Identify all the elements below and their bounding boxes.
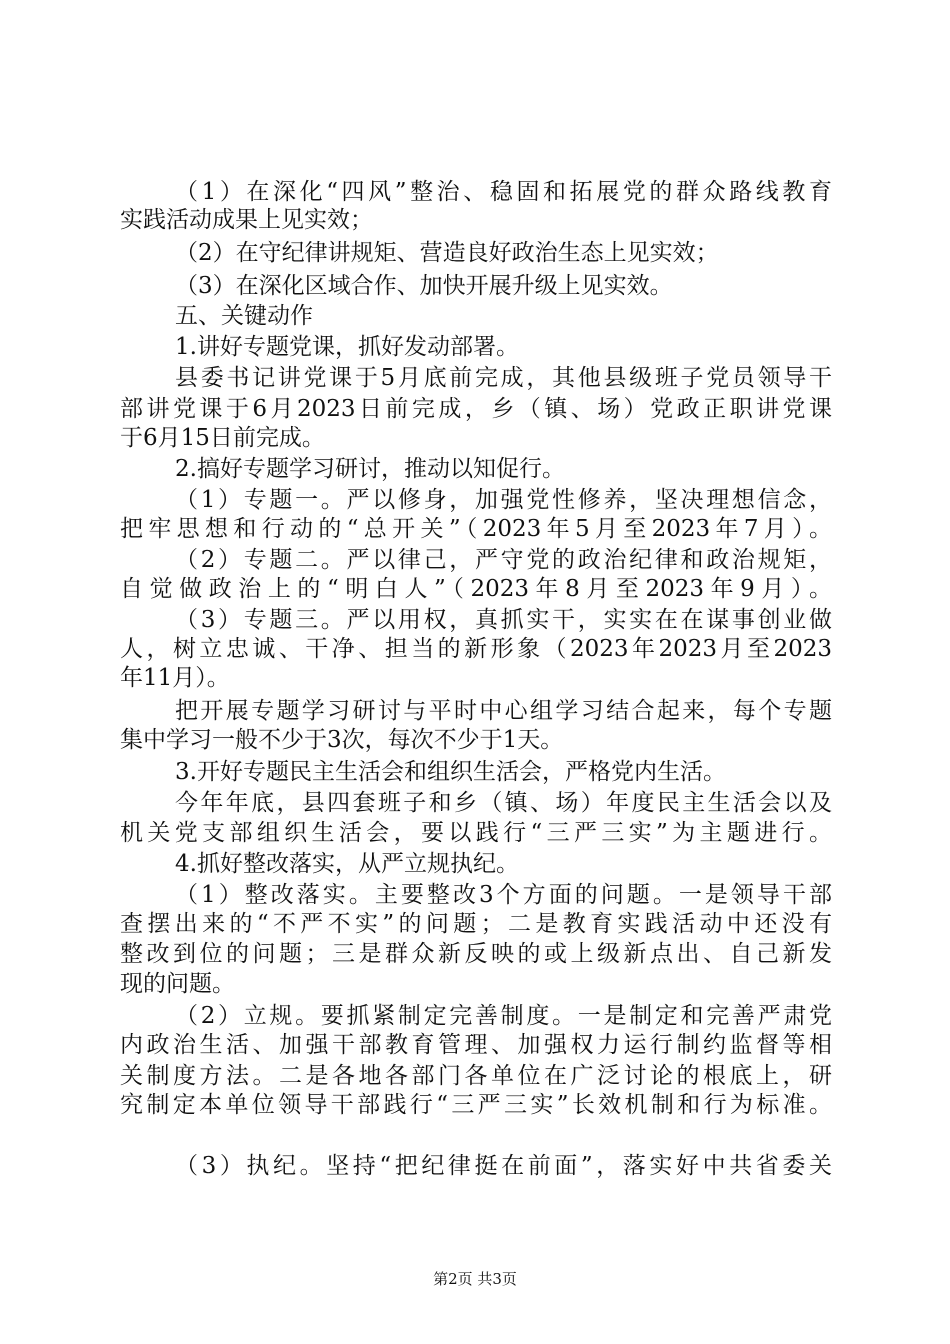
- text-line: 整改到位的问题；三是群众新反映的或上级新点出、自己新发: [120, 941, 832, 967]
- text-line: 机关党支部组织生活会，要以践行“三严三实”为主题进行。: [120, 820, 832, 846]
- text-line: （2）立规。要抓紧制定完善制度。一是制定和完善严肃党: [175, 1003, 832, 1029]
- text-line: 人，树立忠诚、干净、担当的新形象（2023年2023月至2023: [120, 636, 832, 662]
- page-footer: 第2页 共3页: [433, 1270, 517, 1288]
- text-line: 县委书记讲党课于5月底前完成，其他县级班子党员领导干: [175, 365, 832, 391]
- text-line: 集中学习一般不少于3次，每次不少于1天。: [120, 727, 564, 753]
- text-line: 五、关键动作: [175, 303, 313, 329]
- text-line: （1）专题一。严以修身，加强党性修养，坚决理想信念，: [175, 487, 832, 513]
- text-line: （2）在守纪律讲规矩、营造良好政治生态上见实效；: [175, 240, 719, 266]
- text-line: （1）在深化“四风”整治、稳固和拓展党的群众路线教育: [175, 179, 832, 205]
- text-line: 于6月15日前完成。: [120, 425, 325, 451]
- text-line: （3）在深化区域合作、加快开展升级上见实效。: [175, 273, 673, 299]
- text-line: 1.讲好专题党课，抓好发动部署。: [175, 334, 519, 360]
- text-line: 3.开好专题民主生活会和组织生活会，严格党内生活。: [175, 759, 726, 785]
- text-line: 实践活动成果上见实效；: [120, 207, 373, 233]
- text-line: 自觉做政治上的“明白人”（2023年8月至2023年9月）。: [120, 576, 832, 602]
- text-line: 4.抓好整改落实，从严立规执纪。: [175, 851, 519, 877]
- text-line: （3）执纪。坚持“把纪律挺在前面”，落实好中共省委关: [175, 1153, 832, 1179]
- text-line: 部讲党课于6月2023日前完成，乡（镇、场）党政正职讲党课: [120, 396, 832, 422]
- text-line: （1）整改落实。主要整改3个方面的问题。一是领导干部: [175, 882, 832, 908]
- text-line: 今年年底，县四套班子和乡（镇、场）年度民主生活会以及: [175, 790, 832, 816]
- text-line: 年11月）。: [120, 665, 230, 691]
- text-line: 把牢思想和行动的“总开关”（2023年5月至2023年7月）。: [120, 516, 832, 542]
- text-line: 把开展专题学习研讨与平时中心组学习结合起来，每个专题: [175, 698, 832, 724]
- text-line: （3）专题三。严以用权，真抓实干，实实在在谋事创业做: [175, 607, 832, 633]
- text-line: （2）专题二。严以律己，严守党的政治纪律和政治规矩，: [175, 547, 832, 573]
- text-line: 现的问题。: [120, 971, 235, 997]
- text-line: 内政治生活、加强干部教育管理、加强权力运行制约监督等相: [120, 1032, 832, 1058]
- text-line: 2.搞好专题学习研讨，推动以知促行。: [175, 456, 565, 482]
- text-line: 究制定本单位领导干部践行“三严三实”长效机制和行为标准。: [120, 1092, 832, 1118]
- text-line: 查摆出来的“不严不实”的问题；二是教育实践活动中还没有: [120, 911, 832, 937]
- text-line: 关制度方法。二是各地各部门各单位在广泛讨论的根底上，研: [120, 1063, 832, 1089]
